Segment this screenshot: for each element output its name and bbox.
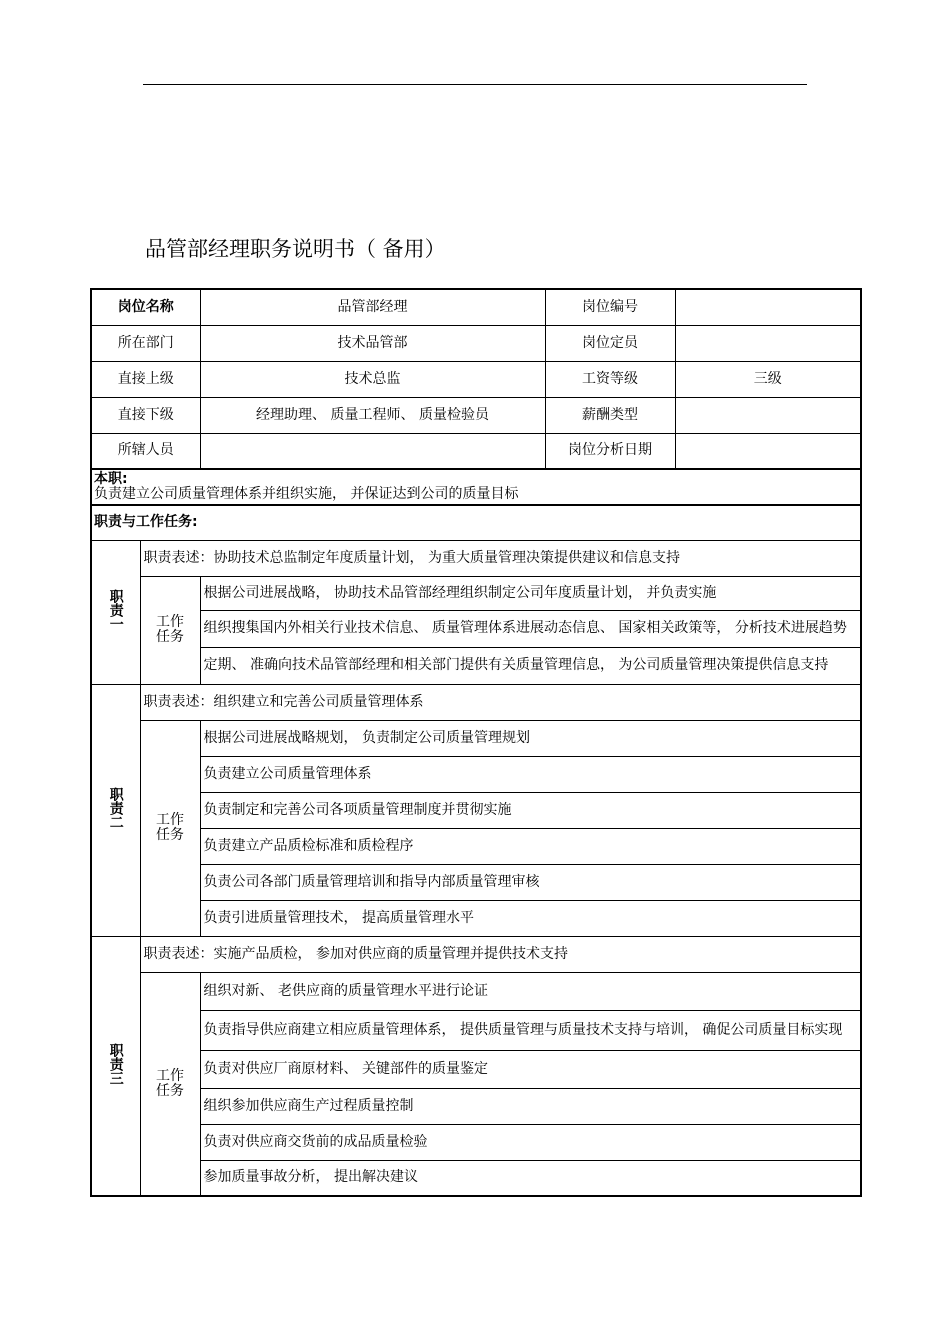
pay-type-value <box>675 397 861 433</box>
salary-grade-value: 三级 <box>675 361 861 397</box>
duty-2-task: 负责引进质量管理技术， 提高质量管理水平 <box>200 900 861 936</box>
work-tasks-label: 工作 任务 <box>140 720 200 936</box>
department-value: 技术品管部 <box>200 325 545 361</box>
task-row <box>91 610 861 647</box>
summary-row <box>91 469 861 505</box>
duty-2-task: 负责公司各部门质量管理培训和指导内部质量管理审核 <box>200 864 861 900</box>
duty-desc-row <box>91 540 861 576</box>
duty-3-task: 组织对新、 老供应商的质量管理水平进行论证 <box>200 972 861 1010</box>
staff-label: 所辖人员 <box>91 433 200 469</box>
document-title: 品管部经理职务说明书（ 备用） <box>145 237 446 261</box>
duty-desc-row <box>91 684 861 720</box>
task-row <box>91 1088 861 1124</box>
duty-2-tag: 职责二 <box>107 787 124 829</box>
duty-3-task: 负责对供应商交货前的成品质量检验 <box>200 1124 861 1160</box>
position-name-label: 岗位名称 <box>91 289 200 325</box>
duty-1-tag: 职责一 <box>107 589 124 631</box>
task-row <box>91 864 861 900</box>
task-row <box>91 900 861 936</box>
task-row <box>91 972 861 1010</box>
duty-3-task: 负责对供应厂商原材料、 关键部件的质量鉴定 <box>200 1050 861 1088</box>
headcount-label: 岗位定员 <box>545 325 675 361</box>
headcount-value <box>675 325 861 361</box>
duty-2-task: 负责制定和完善公司各项质量管理制度并贯彻实施 <box>200 792 861 828</box>
duty-1-description: 职责表述：协助技术总监制定年度质量计划， 为重大质量管理决策提供建议和信息支持 <box>140 540 861 576</box>
staff-value <box>200 433 545 469</box>
duty-3-description: 职责表述：实施产品质检， 参加对供应商的质量管理并提供技术支持 <box>140 936 861 972</box>
duty-2-task: 负责建立产品质检标准和质检程序 <box>200 828 861 864</box>
analysis-date-value <box>675 433 861 469</box>
superior-value: 技术总监 <box>200 361 545 397</box>
salary-grade-label: 工资等级 <box>545 361 675 397</box>
duty-1-task: 根据公司进展战略， 协助技术品管部经理组织制定公司年度质量计划， 并负责实施 <box>200 576 861 610</box>
work-tasks-label: 工作 任务 <box>140 972 200 1196</box>
position-code-label: 岗位编号 <box>545 289 675 325</box>
task-row <box>91 1050 861 1088</box>
task-row <box>91 1124 861 1160</box>
pay-type-label: 薪酬类型 <box>545 397 675 433</box>
duty-1-task: 定期、 准确向技术品管部经理和相关部门提供有关质量管理信息， 为公司质量管理决策提供信息支持 <box>200 647 861 684</box>
position-code-value <box>675 289 861 325</box>
task-row <box>91 647 861 684</box>
work-tasks-label: 工作 任务 <box>140 576 200 684</box>
task-row <box>91 792 861 828</box>
duties-header: 职责与工作任务: <box>91 505 861 540</box>
info-row <box>91 289 861 325</box>
duty-3-tag: 职责三 <box>107 1042 124 1085</box>
info-row <box>91 397 861 433</box>
duty-3-task: 负责指导供应商建立相应质量管理体系， 提供质量管理与质量技术支持与培训， 确促公司质量目标实现 <box>200 1010 861 1050</box>
task-row <box>91 1010 861 1050</box>
info-row <box>91 361 861 397</box>
duties-header-row <box>91 505 861 540</box>
task-row <box>91 756 861 792</box>
superior-label: 直接上级 <box>91 361 200 397</box>
header-rule <box>143 84 807 85</box>
task-row <box>91 828 861 864</box>
info-row <box>91 325 861 361</box>
subordinates-label: 直接下级 <box>91 397 200 433</box>
subordinates-value: 经理助理、 质量工程师、 质量检验员 <box>200 397 545 433</box>
task-row <box>91 720 861 756</box>
position-name-value: 品管部经理 <box>200 289 545 325</box>
summary-label: 本职: <box>94 471 128 487</box>
job-description-table <box>90 288 862 1197</box>
task-row <box>91 1160 861 1196</box>
duty-2-task: 负责建立公司质量管理体系 <box>200 756 861 792</box>
duty-2-description: 职责表述：组织建立和完善公司质量管理体系 <box>140 684 861 720</box>
duty-3-task: 参加质量事故分析， 提出解决建议 <box>200 1160 861 1196</box>
analysis-date-label: 岗位分析日期 <box>545 433 675 469</box>
duty-1-task: 组织搜集国内外相关行业技术信息、 质量管理体系进展动态信息、 国家相关政策等， 分析技术进展趋势 <box>200 610 861 647</box>
duty-desc-row <box>91 936 861 972</box>
duty-3-task: 组织参加供应商生产过程质量控制 <box>200 1088 861 1124</box>
info-row <box>91 433 861 469</box>
department-label: 所在部门 <box>91 325 200 361</box>
task-row <box>91 576 861 610</box>
summary-text: 负责建立公司质量管理体系并组织实施， 并保证达到公司的质量目标 <box>94 486 519 502</box>
duty-2-task: 根据公司进展战略规划， 负责制定公司质量管理规划 <box>200 720 861 756</box>
